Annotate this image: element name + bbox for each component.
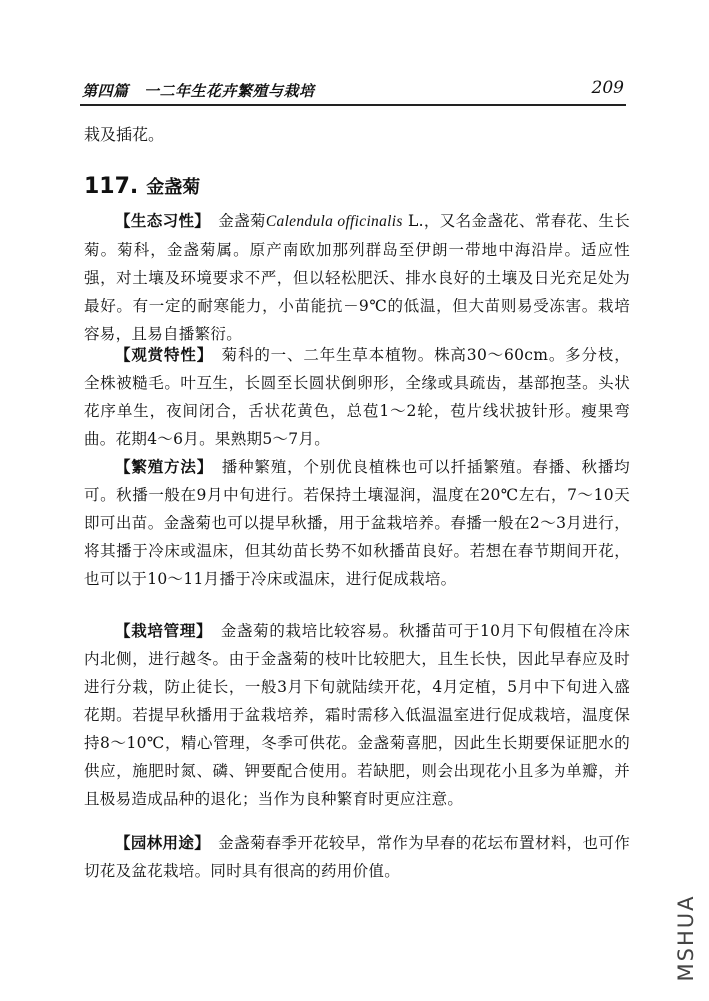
paragraph-tag: 【栽培管理】 xyxy=(115,622,205,640)
continued-text: 栽及插花。 xyxy=(84,125,165,144)
latin-name: Calendula officinalis xyxy=(265,213,403,230)
paragraph-tag: 【繁殖方法】 xyxy=(115,458,206,476)
section-name: 金盏菊 xyxy=(146,177,201,198)
paragraph-ornamental xyxy=(84,341,630,453)
watermark-text: MSHUA xyxy=(674,894,698,982)
paragraph-text: 金盏菊的栽培比较容易。秋播苗可于10月下旬假植在冷床内北侧，进行越冬。由于金盏菊的枝叶比较肥大，且生长快，因此早春应及时进行分栽，防止徒长，一般3月下旬就陆续开花，4月定植，5月中下旬进入盛花期。若提早秋播用于盆栽培养，霜时需移入低温温室进行促成栽培，温度保持8～10℃，精心管理，冬季可供花。金盏菊喜肥，因此生长期要保证肥水的供应，施肥时氮、磷、钾要配合使用。若缺肥，则会出现花小且多为单瓣，并且极易造成品种的退化；当作为良种繁育时更应注意。 xyxy=(84,622,630,808)
paragraph-ecology xyxy=(84,207,630,348)
paragraph-propagation xyxy=(84,453,630,593)
paragraph-lead: 金盏菊 xyxy=(202,212,266,230)
section-number: 117. xyxy=(84,174,139,199)
page-number: 209 xyxy=(591,78,624,98)
paragraph-text: 播种繁殖，个别优良植株也可以扦插繁殖。春播、秋播均可。秋播一般在9月中旬进行。若保持土壤湿润，温度在20℃左右，7～10天即可出苗。金盏菊也可以提早秋播，用于盆栽培养。春播一般在2～3月进行，将其播于冷床或温床，但其幼苗长势不如秋播苗良好。若想在春节期间开花，也可以于10～11月播于冷床或温床，进行促成栽培。 xyxy=(84,458,630,588)
running-header xyxy=(82,80,624,102)
paragraph-cultivation xyxy=(84,617,630,813)
paragraph-landscape-use xyxy=(84,829,630,885)
paragraph-text: L.，又名金盏花、常春花、生长菊。菊科，金盏菊属。原产南欧加那列群岛至伊朗一带地中海沿岸。适应性强，对土壤及环境要求不严，但以轻松肥沃、排水良好的土壤及日光充足处为最好。有一定的耐寒能力，小苗能抗－9℃的低温，但大苗则易受冻害。栽培容易，且易自播繁衍。 xyxy=(84,212,630,343)
paragraph-tag: 【生态习性】 xyxy=(115,212,203,230)
watermark xyxy=(673,882,699,994)
paragraph-tag: 【观赏特性】 xyxy=(115,346,206,364)
paragraph-text: 金盏菊春季开花较早，常作为早春的花坛布置材料，也可作切花及盆花栽培。同时具有很高的药用价值。 xyxy=(84,834,630,880)
header-chapter-title: 第四篇 一二年生花卉繁殖与栽培 xyxy=(82,82,315,100)
section-heading xyxy=(84,173,200,199)
paragraph-tag: 【园林用途】 xyxy=(115,834,203,852)
header-rule xyxy=(80,104,626,106)
paragraph-text: 菊科的一、二年生草本植物。株高30～60cm。多分枝，全株被糙毛。叶互生，长圆至长圆状倒卵形，全缘或具疏齿，基部抱茎。头状花序单生，夜间闭合，舌状花黄色，总苞1～2轮，苞片线状披针形。瘦果弯曲。花期4～6月。果熟期5～7月。 xyxy=(84,346,630,448)
